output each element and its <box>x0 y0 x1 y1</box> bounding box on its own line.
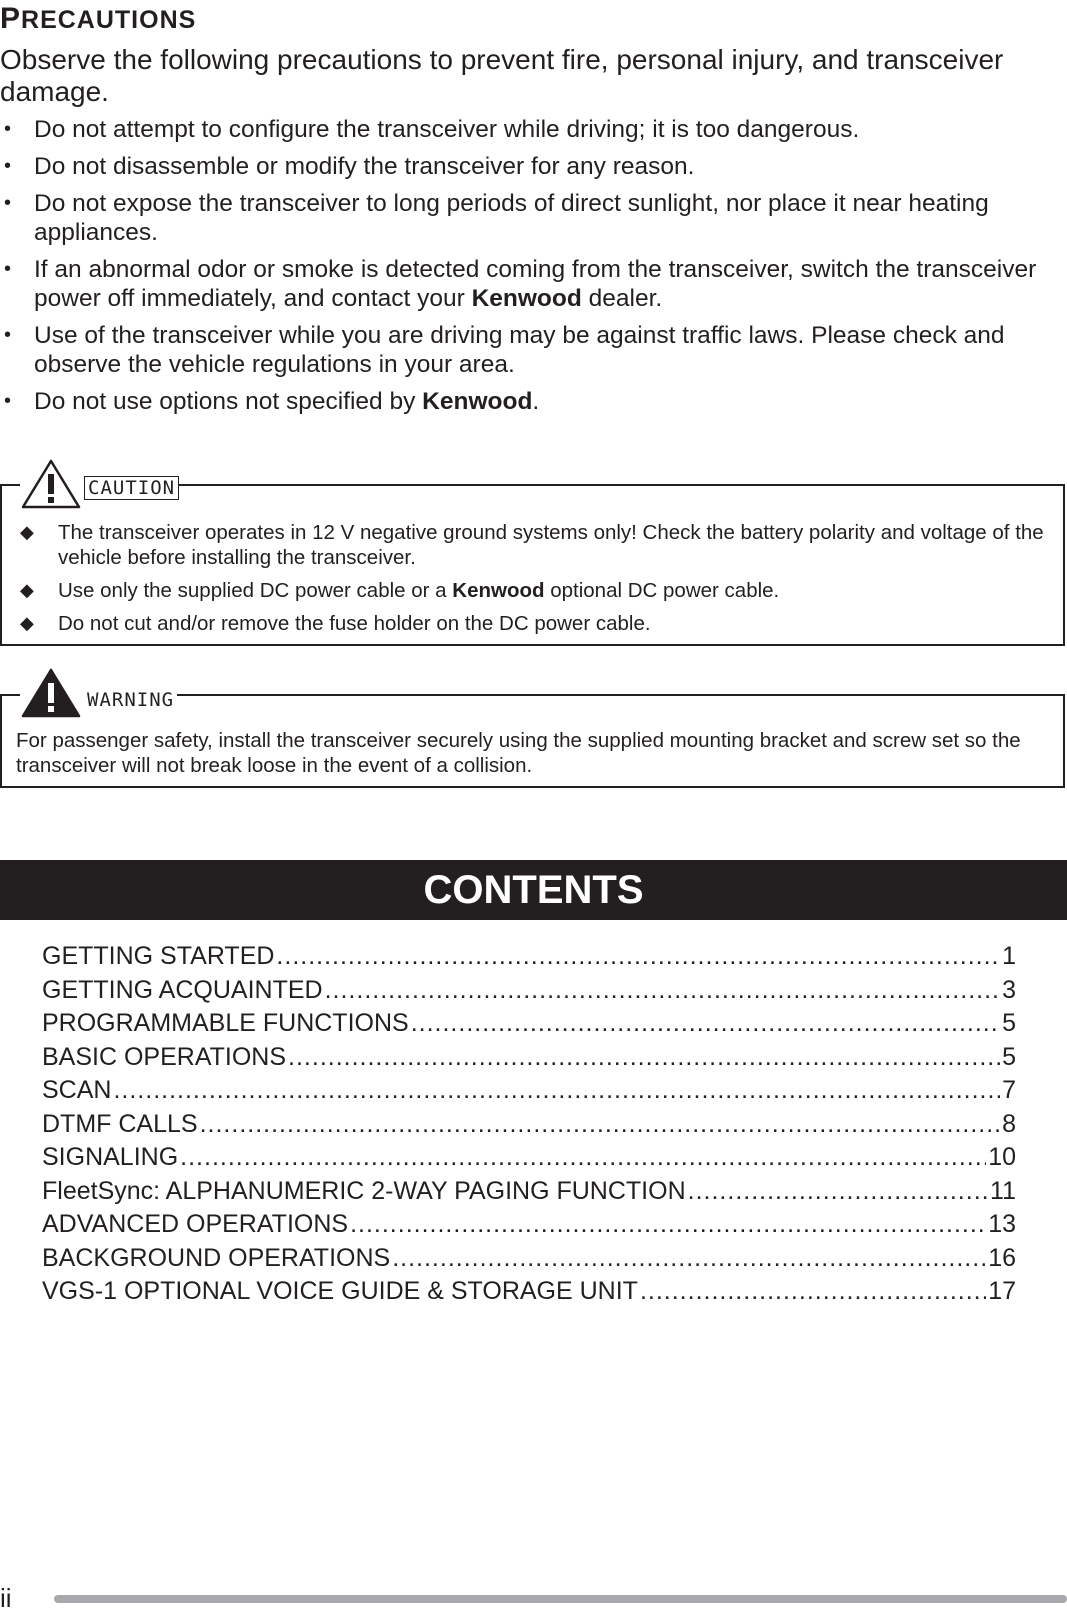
toc-title[interactable]: ADVANCED OPERATIONS <box>42 1210 349 1238</box>
toc-leader <box>200 1108 1001 1142</box>
list-item-text: Do not disassemble or modify the transceiver for any reason. <box>34 153 695 180</box>
caution-tag <box>20 458 179 510</box>
toc-title[interactable]: SCAN <box>42 1076 112 1104</box>
toc-title[interactable]: FleetSync: ALPHANUMERIC 2-WAY PAGING FUNCTION <box>42 1176 686 1205</box>
toc-leader <box>411 1007 1000 1041</box>
list-item-text: The transceiver operates in 12 V negative ground systems only! Check the battery polarity and voltage of the vehicle before installing the transceiver. <box>58 521 1044 569</box>
bullet-icon: • <box>4 118 12 140</box>
warning-text: For passenger safety, install the transceiver securely using the supplied mounting bracket and screw set so the transceiver will not break loose in the event of a collision. <box>16 729 1021 777</box>
list-item <box>20 611 1050 636</box>
list-item-text: dealer. <box>581 285 663 312</box>
toc-page: 8 <box>1002 1109 1016 1138</box>
brand-name: Kenwood <box>422 388 533 415</box>
bullet-icon: • <box>4 390 12 412</box>
list-item <box>0 321 1065 379</box>
diamond-bullet-icon: ◆ <box>20 613 34 633</box>
precautions-list <box>0 115 1065 424</box>
brand-name: Kenwood <box>471 285 582 312</box>
list-item-text: Do not attempt to configure the transceiver while driving; it is too dangerous. <box>34 116 860 143</box>
toc-page: 7 <box>1002 1076 1016 1104</box>
list-item-text: Use of the transceiver while you are driving may be against traffic laws. Please check and observe the vehicle regulations in your area. <box>34 322 1005 378</box>
toc-page: 5 <box>1002 1009 1016 1037</box>
toc-leader <box>640 1275 986 1309</box>
list-item <box>0 115 1065 144</box>
toc-title[interactable]: SIGNALING <box>42 1143 179 1171</box>
precautions-intro: Observe the following precautions to prevent fire, personal injury, and transceiver damage. <box>0 44 1004 107</box>
toc-entry[interactable] <box>42 1208 1016 1242</box>
toc-entry[interactable] <box>42 940 1016 974</box>
list-item-text: . <box>532 388 540 415</box>
heading-initial: P <box>0 2 22 35</box>
toc-leader <box>276 940 1000 974</box>
toc-page: 16 <box>988 1243 1016 1272</box>
toc-leader <box>113 1074 1000 1108</box>
contents-title: CONTENTS <box>0 860 1067 920</box>
toc-entry[interactable] <box>42 1108 1016 1142</box>
toc-entry[interactable] <box>42 1141 1016 1175</box>
list-item-text: optional DC power cable. <box>544 579 780 602</box>
toc-leader <box>325 974 1001 1008</box>
list-item <box>20 578 1050 603</box>
list-item <box>20 520 1050 570</box>
toc-page: 11 <box>990 1176 1016 1205</box>
warning-label: WARNING <box>87 689 175 711</box>
table-of-contents <box>42 940 1016 1309</box>
list-item-text: If an abnormal odor or smoke is detected coming from the transceiver, switch the transceiver power off immediately, and contact your <box>34 256 1037 312</box>
toc-page: 3 <box>1002 975 1016 1004</box>
toc-page: 10 <box>988 1143 1016 1171</box>
toc-entry[interactable] <box>42 1074 1016 1108</box>
toc-leader <box>350 1208 986 1242</box>
list-item <box>0 255 1065 313</box>
caution-triangle-icon <box>20 458 82 510</box>
toc-entry[interactable] <box>42 1041 1016 1075</box>
heading-rest: RECAUTIONS <box>21 6 197 34</box>
footer-divider <box>54 1595 1067 1603</box>
precautions-heading <box>0 2 196 36</box>
toc-entry[interactable] <box>42 974 1016 1008</box>
toc-page: 5 <box>1002 1042 1016 1071</box>
warning-triangle-icon <box>20 667 82 719</box>
toc-title[interactable]: BASIC OPERATIONS <box>42 1042 287 1071</box>
bullet-icon: • <box>4 192 12 214</box>
diamond-bullet-icon: ◆ <box>20 580 34 600</box>
list-item-text: Do not expose the transceiver to long periods of direct sunlight, nor place it near heating appliances. <box>34 190 989 246</box>
bullet-icon: • <box>4 258 12 280</box>
toc-entry[interactable] <box>42 1007 1016 1041</box>
bullet-icon: • <box>4 155 12 177</box>
toc-title[interactable]: PROGRAMMABLE FUNCTIONS <box>42 1009 409 1037</box>
page-number: ii <box>0 1583 12 1613</box>
toc-leader <box>180 1141 986 1175</box>
list-item-text: Use only the supplied DC power cable or a <box>58 579 453 602</box>
warning-tag <box>20 667 177 719</box>
list-item <box>0 189 1065 247</box>
caution-list <box>20 520 1050 644</box>
toc-title[interactable]: VGS-1 OPTIONAL VOICE GUIDE & STORAGE UNIT <box>42 1277 638 1305</box>
toc-entry[interactable] <box>42 1275 1016 1309</box>
diamond-bullet-icon: ◆ <box>20 522 34 542</box>
toc-leader <box>392 1242 986 1276</box>
toc-title[interactable]: GETTING STARTED <box>42 942 275 970</box>
list-item <box>0 152 1065 181</box>
toc-leader <box>688 1175 988 1209</box>
list-item-text: Do not cut and/or remove the fuse holder on the DC power cable. <box>58 612 651 635</box>
toc-page: 1 <box>1002 942 1016 970</box>
list-item-text: Do not use options not specified by <box>34 388 423 415</box>
brand-name: Kenwood <box>452 579 545 602</box>
toc-page: 13 <box>988 1210 1016 1238</box>
toc-title[interactable]: BACKGROUND OPERATIONS <box>42 1243 391 1272</box>
toc-title[interactable]: GETTING ACQUAINTED <box>42 975 323 1004</box>
list-item <box>0 387 1065 416</box>
toc-page: 17 <box>988 1277 1016 1305</box>
toc-title[interactable]: DTMF CALLS <box>42 1109 198 1138</box>
caution-label: CAUTION <box>84 476 179 500</box>
toc-entry[interactable] <box>42 1242 1016 1276</box>
bullet-icon: • <box>4 324 12 346</box>
toc-leader <box>288 1041 1000 1075</box>
toc-entry[interactable] <box>42 1175 1016 1209</box>
